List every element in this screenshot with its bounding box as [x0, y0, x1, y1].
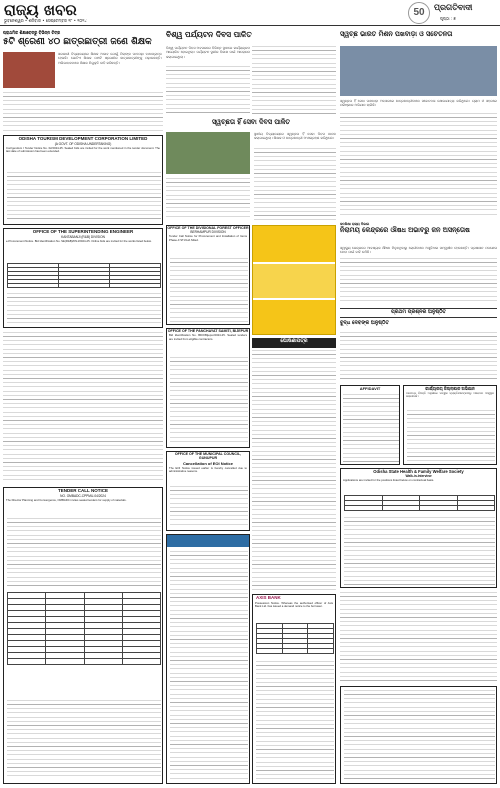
ad-body: ଦରପତ୍ର ବିଜ୍ଞପ୍ତି ଅନୁସାରେ ଇଚ୍ଛୁକ ବ୍ୟକ୍ତିମାନଙ୍କଠାରୁ ଆବେଦନ ଆହ୍ୱାନ କରାଯାଉଛି।	[406, 391, 494, 399]
story-teacher-shortage	[3, 30, 163, 90]
ad-affidavit	[340, 385, 400, 465]
story-headline: ବୁଦ୍ଧ ଦେବଙ୍କ ଅନୁଷ୍ଠିତ	[340, 320, 389, 326]
school-photo	[3, 52, 55, 88]
ad-title: କାର୍ଯ୍ୟାଳୟ ଜିଲ୍ଲାପାଳ ଅଭିଯାନ	[425, 386, 475, 391]
story-headline: ୫ଟି ଶ୍ରେଣୀ ୪୦ ଛାତ୍ରଛାତ୍ରୀ ଜଣେ ଶିକ୍ଷକ	[3, 37, 152, 47]
story-headline: ନିରାମୟ କେନ୍ଦ୍ରରେ ଔଷଧ ଅଭାବରୁ ଜନ ଅସନ୍ତୋଷ	[340, 226, 470, 235]
story-column-text	[3, 332, 163, 482]
ad-subtitle: NO. OMBADC-CPPMU-04/2024	[60, 493, 106, 498]
masthead	[0, 0, 500, 26]
ad-title: OFFICE OF THE SUPERINTENDING ENGINEER	[32, 229, 134, 234]
story-health-body	[340, 246, 497, 306]
notice-header	[252, 338, 336, 348]
story-headline: ବିଶ୍ୱ ପର୍ଯ୍ୟଟନ ଦିବସ ପାଳିତ	[166, 30, 252, 39]
ad-body: e-Procurement Notice. Bid Identification No. SE(R&B)/KNJ/2024-25. Online bids are invited for the works listed below.	[6, 238, 152, 243]
ad-divisional-forest-officer	[166, 225, 250, 325]
ad-title: OFFICE OF THE MUNICIPAL COUNCIL, GUNUPUR	[174, 452, 242, 461]
ad-banner-2	[253, 264, 336, 298]
story-kicker: ପ୍ରାଥମିକ ଶିକ୍ଷାବେଳରୁ ବିଭିନ୍ନ ଚିତ୍ର	[3, 30, 61, 35]
story-kicker: ଜନଶିକ୍ଷା ରାଜ୍ୟ ବିଭାଗ	[340, 222, 370, 226]
anniversary-logo: 50	[408, 2, 430, 24]
ad-text-lines	[7, 172, 161, 222]
event-photo	[166, 132, 250, 174]
ad-otdc	[3, 135, 163, 225]
story-text-lines-2	[252, 46, 336, 116]
ad-subtitle: Cancellation of EOI Notice	[182, 460, 233, 466]
ad-text-lines	[256, 661, 334, 781]
ad-title: TENDER CALL NOTICE	[58, 488, 108, 493]
story-body: ସ୍ୱଚ୍ଛତା ହିଁ ସେବା ପଖବାଡ଼ା ଅବସରରେ ଛାତ୍ରଛାତ୍ରୀମାନେ ସଚେତନତା ଶୋଭାଯାତ୍ରା କରିଥିଲେ। ଗ୍ରାମ ଓ ସହରରେ ପରିଷ୍କାର ଅଭିଯାନ ଚାଲିଛି।	[340, 99, 497, 108]
ad-table	[256, 623, 334, 654]
page-number: ପୃଷ୍ଠା : ୭	[440, 16, 456, 21]
ad-subtitle: KANTABANJI (R&B) DIVISION	[61, 234, 105, 239]
ad-title: Odisha State Health & Family Welfare Society	[373, 469, 464, 474]
ad-title: AFFIDAVIT	[359, 386, 381, 391]
ad-odia-govt-notice	[403, 385, 497, 465]
story-buddha	[340, 320, 497, 330]
ad-text-lines	[407, 410, 495, 462]
ad-text-lines	[343, 394, 399, 462]
ad-text-lines	[344, 517, 495, 585]
dateline: ଭୁବନେଶ୍ୱର • ଶନିବାର • ସେପ୍ଟେମ୍ବର ୨୮ • ୨୦୨୪	[4, 18, 87, 23]
ad-table	[7, 592, 161, 665]
ad-table	[344, 495, 495, 511]
ad-odia-scheme	[166, 534, 250, 784]
ad-text-lines	[7, 700, 161, 780]
ad-table	[7, 263, 161, 288]
story-text-lines	[340, 113, 497, 217]
notice-title: ଘୋଷଣାପତ୍ର	[280, 338, 308, 344]
notice-text-lines	[252, 350, 336, 590]
ad-body: Corrigendum I Tender Notice No. 02/2024-25. Sealed bids are invited for the work mentioned in the tender document. The last date of submission has been extended.	[6, 145, 160, 154]
section-title: ରାଜ୍ୟ ଖବର	[4, 1, 77, 19]
story-body: ସ୍ୱାସ୍ଥ୍ୟ କେନ୍ଦ୍ରରେ ଆବଶ୍ୟକ ଔଷଧ ମିଳୁନଥିବାରୁ ରୋଗୀମାନେ ଅସୁବିଧାର ସମ୍ମୁଖୀନ ହେଉଛନ୍ତି। ପ୍ରଶାସନ ପଦକ୍ଷେପ ନେବା ପାଇଁ ଦାବି ଉଠିଛି।	[340, 246, 497, 255]
story-tourism-body	[166, 46, 250, 116]
ad-text-lines	[170, 357, 248, 445]
ad-title: ODISHA TOURISM DEVELOPMENT CORPORATION LIMITED	[18, 136, 148, 141]
ad-body: Applications are invited for the positions listed below on contractual basis.	[343, 478, 435, 483]
brand-name: ପ୍ରଗତିବାଦୀ	[434, 3, 473, 12]
ad-axis-bank	[252, 594, 336, 784]
ad-text-lines	[7, 518, 161, 588]
ad-health-society	[340, 468, 497, 588]
ad-subtitle: BERHAMPUR DIVISION	[190, 230, 226, 235]
ad-body: The Director Planning and Convergence, OMBADC invites sealed tenders for supply of materials.	[6, 497, 127, 502]
story-swachh-bharat	[340, 30, 497, 44]
story-swachhata-body	[166, 132, 336, 222]
ad-banner-3	[253, 300, 336, 334]
ad-body: The EOI Notice issued earlier is hereby cancelled due to administrative reasons.	[169, 465, 247, 474]
story-swachhata-day	[166, 118, 336, 130]
ad-body: Possession Notice. Whereas the authorised officer of Axis Bank Ltd. has issued a demand notice to the borrower.	[255, 600, 333, 609]
ad-subtitle: (A GOVT. OF ODISHA UNDERTAKING)	[54, 141, 112, 146]
story-body: ବିଶ୍ୱ ପର୍ଯ୍ୟଟନ ଦିବସ ଅବସରରେ ବିଭିନ୍ନ ସ୍ଥାନରେ କାର୍ଯ୍ୟକ୍ରମ ଆୟୋଜିତ ହୋଇଥିଲା। ପର୍ଯ୍ୟଟନ ସ୍ଥଳୀର ବିକାଶ ପାଇଁ ଆଲୋଚନା କରାଯାଇଥିଲା।	[166, 46, 250, 59]
story-text-lines-bottom	[340, 592, 497, 682]
ad-tender-call-notice	[3, 487, 163, 784]
ad-title: OFFICE OF THE DIVISIONAL FOREST OFFICER	[167, 226, 249, 230]
section-heading: ପ୍ରଥମ ପ୍ରଶ୍ନର ଅନୁଷ୍ଠିତ	[340, 308, 497, 318]
ad-yellow-classifieds	[252, 225, 336, 335]
story-body: ସ୍ଥାନୀୟ ବିଦ୍ୟାଳୟରେ ସ୍ୱଚ୍ଛତା ହିଁ ସେବା ଦିବସ ପାଳନ କରାଯାଇଥିଲା। ଶିକ୍ଷକ ଓ ଛାତ୍ରଛାତ୍ରୀ ଅଂଶଗ୍ରହଣ କରିଥିଲେ।	[254, 132, 336, 141]
story-headline: ସ୍ୱଚ୍ଛତା ହିଁ ସେବା ଦିବସ ପାଳିତ	[211, 118, 291, 126]
story-text-lines	[340, 332, 497, 382]
ad-banner-1	[253, 226, 336, 262]
ad-text-lines	[170, 486, 248, 528]
ad-text-lines	[170, 258, 248, 322]
ad-text-lines	[7, 293, 161, 325]
story-body: ସରକାରୀ ବିଦ୍ୟାଳୟରେ ଶିକ୍ଷକ ଅଭାବ ଯୋଗୁଁ ପିଲାଙ୍କ ପାଠପଢ଼ା ବାଧାପ୍ରାପ୍ତ ହେଉଛି। ଗୋଟିଏ ଶିକ୍ଷକ ପାଞ୍ଚଟି ଶ୍ରେଣୀର ଛାତ୍ରଛାତ୍ରୀଙ୍କୁ ପଢ଼ାଉଛନ୍ତି। ଅଭିଭାବକମାନେ ଶିକ୍ଷକ ନିଯୁକ୍ତି ଦାବି କରିଛନ୍ତି।	[58, 52, 162, 65]
story-health-centre	[340, 222, 497, 244]
story-text-lines	[3, 92, 163, 132]
ad-superintending-engineer	[3, 228, 163, 328]
ad-panchayat-samiti	[166, 328, 250, 448]
ad-subtitle: Walk-in-Interview	[405, 474, 432, 479]
ad-municipal-council	[166, 451, 250, 531]
ad-title: AXIS BANK	[256, 595, 281, 600]
ad-banner	[167, 535, 250, 547]
story-text-lines	[166, 66, 250, 114]
story-tourism-day	[166, 30, 336, 46]
story-headline: ସ୍ୱଚ୍ଛ ଭାରତ ମିଶନ ପଖବାଡ଼ା ଓ ସଚେତନତା	[340, 30, 453, 38]
ad-body: Bid Identification No. BDO/Bijepur/2024-25. Sealed tenders are invited from eligible contractors.	[169, 333, 247, 341]
ad-text-lines	[170, 551, 248, 781]
rally-photo	[340, 46, 497, 96]
ad-title: OFFICE OF THE PANCHAYAT SAMITI, BIJEPUR	[167, 329, 249, 333]
story-text-lines	[254, 148, 336, 220]
story-text-lines	[340, 258, 497, 304]
ad-text-lines	[344, 690, 495, 782]
ad-body: Tender Call Notice for Procurement and Installation of Items Phase-II ST-KHA Silted.	[169, 234, 247, 242]
ad-bottom-right	[340, 686, 497, 784]
story-text-lines-b	[166, 178, 250, 220]
story-swachh-body	[340, 99, 497, 219]
